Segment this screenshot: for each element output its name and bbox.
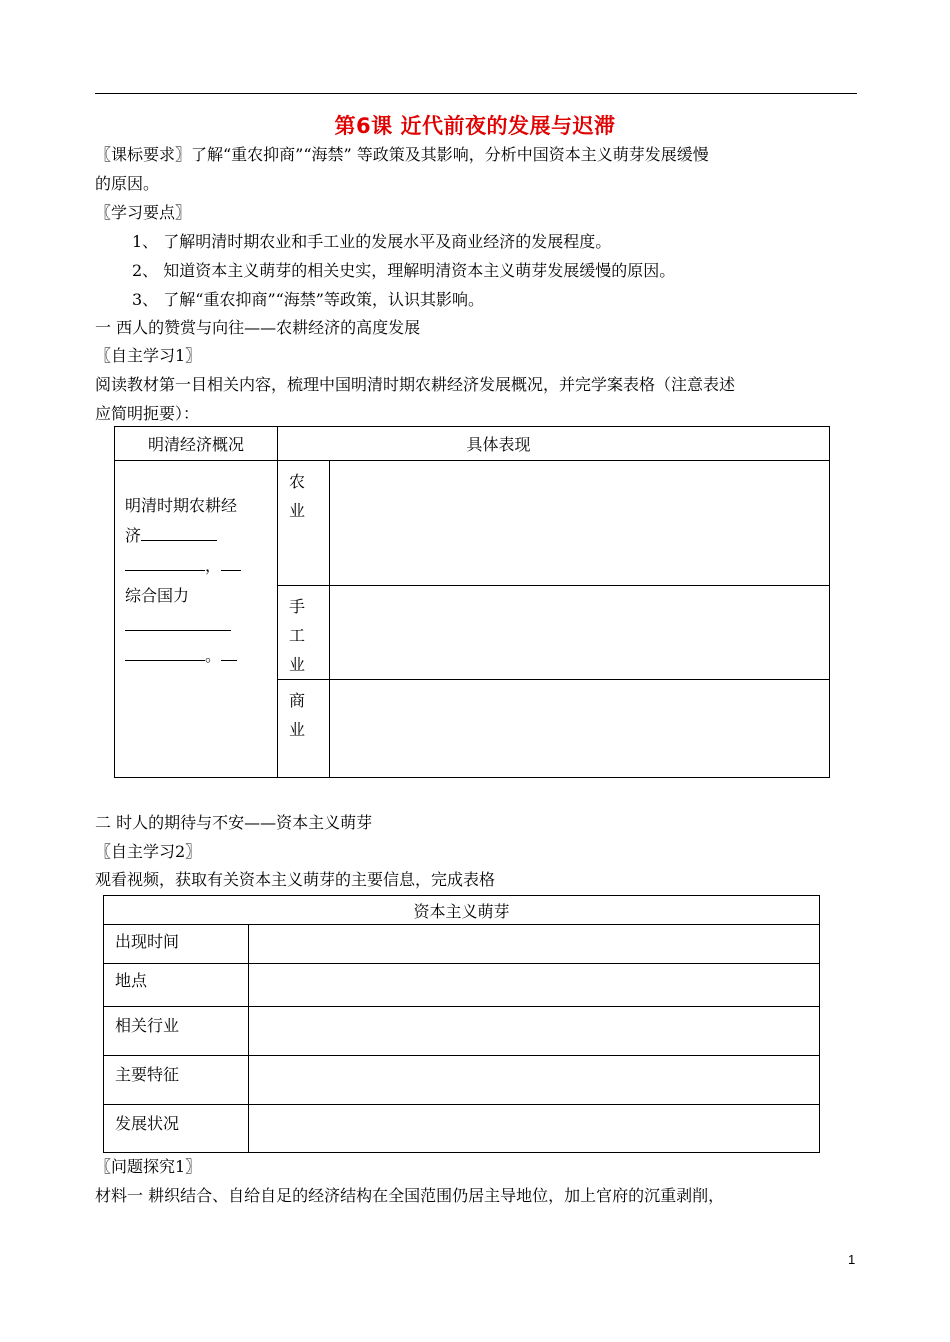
blank-field[interactable] <box>221 646 237 661</box>
row-label-commerce: 商 业 <box>278 680 330 778</box>
page-number: 1 <box>848 1252 856 1267</box>
key-point-1: 1、 了解明清时期农业和手工业的发展水平及商业经济的发展程度。 <box>132 232 612 251</box>
page-title: 第6课 近代前夜的发展与迟滞 <box>334 114 616 138</box>
key-points-heading: 〖学习要点〗 <box>95 203 192 222</box>
requirements-line-1: 〖课标要求〗了解“重农抑商”“海禁” 等政策及其影响，分析中国资本主义萌芽发展缓慢 <box>95 145 709 164</box>
time-answer-cell[interactable] <box>249 925 820 964</box>
row-label-industries: 相关行业 <box>104 1007 249 1056</box>
row-label-handicraft: 手 工 业 <box>278 586 330 680</box>
row-label-time: 出现时间 <box>104 925 249 964</box>
overview-text-line-2: 济 <box>125 521 277 551</box>
self-study-2-label: 〖自主学习2〗 <box>95 842 202 861</box>
key-point-2: 2、 知道资本主义萌芽的相关史实，理解明清资本主义萌芽发展缓慢的原因。 <box>132 261 676 280</box>
table-header-overview: 明清经济概况 <box>115 427 278 461</box>
overview-text-line-1: 明清时期农耕经 <box>125 496 238 515</box>
header-rule <box>95 93 857 94</box>
overview-text-line-5 <box>125 611 277 641</box>
row-label-agriculture: 农 业 <box>278 461 330 586</box>
section2-heading: 二 时人的期待与不安——资本主义萌芽 <box>95 813 373 832</box>
features-answer-cell[interactable] <box>249 1056 820 1105</box>
row-label-features: 主要特征 <box>104 1056 249 1105</box>
self-study-1-instruction-line-1: 阅读教材第一目相关内容，梳理中国明清时期农耕经济发展概况，并完学案表格（注意表述 <box>95 375 736 394</box>
overview-text-line-6: 。 <box>125 641 277 671</box>
table-header-details: 具体表现 <box>278 427 830 461</box>
requirements-line-2: 的原因。 <box>95 174 160 193</box>
agriculture-answer-cell[interactable] <box>330 461 830 586</box>
row-label-location: 地点 <box>104 964 249 1007</box>
blank-field[interactable] <box>125 556 205 571</box>
economy-overview-table <box>114 426 830 778</box>
sprouts-table-title: 资本主义萌芽 <box>104 896 820 925</box>
location-answer-cell[interactable] <box>249 964 820 1007</box>
overview-text-line-3: ， <box>125 551 277 581</box>
section1-heading: 一 西人的赞赏与向往——农耕经济的高度发展 <box>95 318 421 337</box>
overview-fill-in-cell <box>115 461 278 778</box>
blank-field[interactable] <box>221 556 241 571</box>
inquiry-label: 〖问题探究1〗 <box>95 1157 202 1176</box>
industries-answer-cell[interactable] <box>249 1007 820 1056</box>
blank-field[interactable] <box>125 616 231 631</box>
handicraft-answer-cell[interactable] <box>330 586 830 680</box>
self-study-2-instruction: 观看视频，获取有关资本主义萌芽的主要信息，完成表格 <box>95 870 496 889</box>
capitalism-sprouts-table <box>103 895 820 1153</box>
blank-field[interactable] <box>125 646 205 661</box>
key-point-3: 3、 了解“重农抑商”“海禁”等政策，认识其影响。 <box>132 290 484 309</box>
commerce-answer-cell[interactable] <box>330 680 830 778</box>
self-study-1-label: 〖自主学习1〗 <box>95 346 202 365</box>
blank-field[interactable] <box>141 526 217 541</box>
material-one-text: 材料一 耕织结合、自给自足的经济结构在全国范围仍居主导地位，加上官府的沉重剥削， <box>95 1186 725 1205</box>
overview-text-line-4: 综合国力 <box>125 586 190 605</box>
row-label-development: 发展状况 <box>104 1105 249 1153</box>
development-answer-cell[interactable] <box>249 1105 820 1153</box>
self-study-1-instruction-line-2: 应简明扼要）： <box>95 404 200 423</box>
